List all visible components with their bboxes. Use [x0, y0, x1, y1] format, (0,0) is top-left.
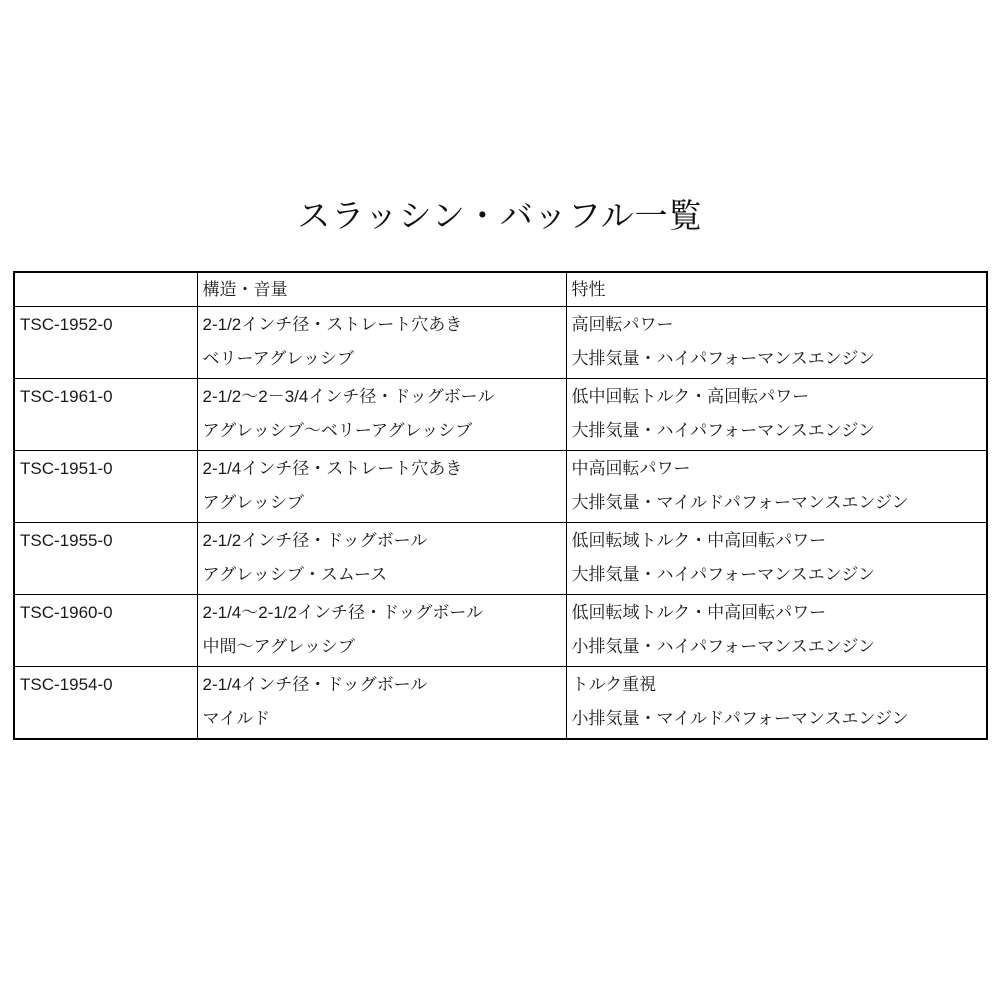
traits-line: 大排気量・ハイパフォーマンスエンジン [571, 421, 875, 440]
traits-cell [566, 451, 987, 523]
traits-cell [566, 379, 987, 451]
traits-line: 高回転パワー [571, 315, 674, 334]
structure-line: 2-1/2～2－3/4インチ径・ドッグボール [202, 387, 495, 406]
traits-line: 小排気量・マイルドパフォーマンスエンジン [571, 709, 909, 728]
model-cell [14, 379, 197, 451]
traits-line: 大排気量・ハイパフォーマンスエンジン [571, 565, 875, 584]
model-cell [14, 667, 197, 740]
structure-cell [197, 523, 566, 595]
structure-line: ベリーアグレッシブ [202, 349, 354, 368]
model-number: TSC-1951-0 [20, 459, 113, 478]
model-cell [14, 595, 197, 667]
table-row [14, 667, 987, 740]
table-row [14, 307, 987, 379]
structure-cell [197, 451, 566, 523]
structure-line: アグレッシブ・スムース [202, 565, 388, 584]
structure-line: 中間～アグレッシブ [202, 637, 355, 656]
model-cell [14, 307, 197, 379]
model-cell [14, 451, 197, 523]
traits-cell [566, 523, 987, 595]
table-row [14, 379, 987, 451]
structure-line: 2-1/4インチ径・ドッグボール [202, 675, 428, 694]
table-row [14, 523, 987, 595]
page-title: スラッシン・バッフル一覧 [297, 197, 703, 234]
model-number: TSC-1952-0 [20, 315, 113, 334]
traits-line: 低回転域トルク・中高回転パワー [571, 603, 827, 622]
traits-line: トルク重視 [571, 675, 657, 694]
table-header-row [14, 272, 987, 307]
model-number: TSC-1961-0 [20, 387, 113, 406]
traits-line: 低回転域トルク・中高回転パワー [571, 531, 827, 550]
traits-line: 中高回転パワー [571, 459, 691, 478]
model-cell [14, 523, 197, 595]
structure-cell [197, 307, 566, 379]
structure-line: アグレッシブ [202, 493, 304, 512]
structure-cell [197, 667, 566, 740]
traits-line: 大排気量・ハイパフォーマンスエンジン [571, 349, 875, 368]
structure-line: 2-1/2インチ径・ドッグボール [202, 531, 428, 550]
structure-line: アグレッシブ～ベリーアグレッシブ [202, 421, 473, 440]
traits-cell [566, 595, 987, 667]
table-row [14, 595, 987, 667]
structure-line: 2-1/4インチ径・ストレート穴あき [202, 459, 463, 478]
model-number: TSC-1960-0 [20, 603, 113, 622]
structure-line: 2-1/2インチ径・ストレート穴あき [202, 315, 463, 334]
traits-cell [566, 307, 987, 379]
header-cell-structure-volume: 構造・音量 [197, 272, 566, 307]
baffle-spec-table [13, 271, 988, 740]
traits-line: 低中回転トルク・高回転パワー [571, 387, 810, 406]
structure-line: マイルド [202, 709, 271, 728]
structure-cell [197, 379, 566, 451]
header-cell-characteristics: 特性 [566, 272, 987, 307]
structure-line: 2-1/4～2-1/2インチ径・ドッグボール [202, 603, 483, 622]
table-row [14, 451, 987, 523]
structure-cell [197, 595, 566, 667]
traits-line: 大排気量・マイルドパフォーマンスエンジン [571, 493, 909, 512]
model-number: TSC-1955-0 [20, 531, 113, 550]
header-cell-model [14, 272, 197, 307]
traits-cell [566, 667, 987, 740]
model-number: TSC-1954-0 [20, 675, 113, 694]
traits-line: 小排気量・ハイパフォーマンスエンジン [571, 637, 875, 656]
